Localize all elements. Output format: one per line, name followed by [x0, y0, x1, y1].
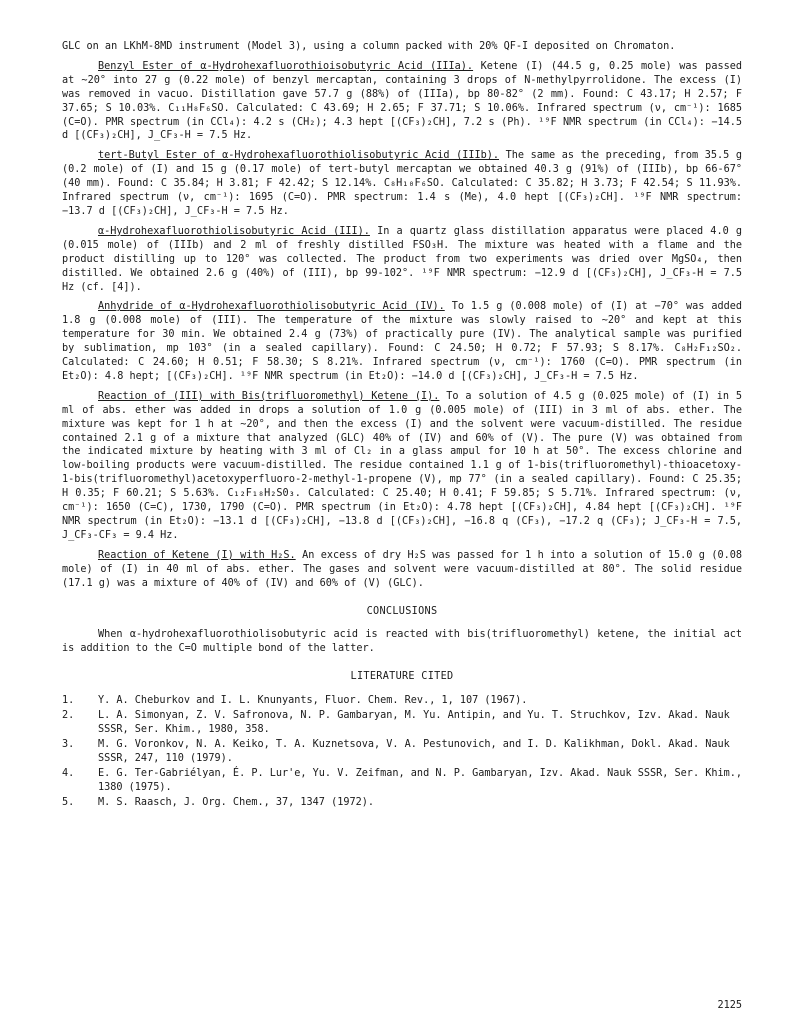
section-reaction-with-ketene	[62, 390, 742, 543]
section-body: The same as the preceding, from 35.5 g (0.2 mole) of (I) and 15 g (0.17 mole) of tert-butyl mercaptan we obtained 40.3 g (91%) of (IIIb), bp 66-67° (40 mm). Found: C 35.84; H 3.81; F 42.42; S 12.14%. C₈H₁₀F₆SO. Calculated: C 35.82; H 3.73; F 42.54; S 11.93%. Infrared spectrum (ν, cm⁻¹): 1695 (C=O). PMR spectrum: 1.4 s (Me), 4.0 hept [(CF₃)₂CH]. ¹⁹F NMR spectrum: −13.7 d [(CF₃)₂CH], J_CF₃-H = 7.5 Hz.	[62, 150, 742, 217]
reference-text: M. S. Raasch, J. Org. Chem., 37, 1347 (1972).	[98, 796, 375, 808]
reference-text: M. G. Voronkov, N. A. Keiko, T. A. Kuznetsova, V. A. Pestunovich, and I. D. Kalikhman, Dokl. Akad. Nauk SSSR, 247, 110 (1979).	[98, 738, 730, 764]
reference-item	[62, 796, 742, 810]
section-body: To 1.5 g (0.008 mole) of (I) at −70° was added 1.8 g (0.008 mole) of (III). The temperature of the mixture was slowly raised to ~20° and kept at this temperature for 30 min. We obtained 2.4 g (73%) of practically pure (IV). The analytical sample was purified by sublimation, mp 103° (in a sealed capillary). Found: C 24.50; H 0.72; F 57.93; S 8.17%. C₈H₂F₁₂SO₂. Calculated: C 24.60; H 0.51; F 58.30; S 8.21%. Infrared spectrum (ν, cm⁻¹): 1760 (C=O). PMR spectrum (in Et₂O): 4.8 hept; [(CF₃)₂CH]. ¹⁹F NMR spectrum (in Et₂O): −14.0 d [(CF₃)₂CH], J_CF₃-H = 7.5 Hz.	[62, 301, 742, 382]
section-anhydride	[62, 300, 742, 383]
section-title: tert-Butyl Ester of α-Hydrohexafluorothiolisobutyric Acid (IIIb).	[98, 150, 500, 162]
paper-page	[62, 40, 742, 810]
reference-text: E. G. Ter-Gabriélyan, É. P. Lur'e, Yu. V. Zeifman, and N. P. Gambaryan, Izv. Akad. Nauk SSSR, Ser. Khim., 1380 (1975).	[98, 767, 743, 793]
page-number: 2125	[717, 1000, 742, 1011]
reference-number: 1.	[62, 695, 75, 707]
section-title: Anhydride of α-Hydrohexafluorothiolisobutyric Acid (IV).	[98, 301, 445, 313]
reference-item	[62, 709, 742, 737]
section-body: Ketene (I) (44.5 g, 0.25 mole) was passed at ~20° into 27 g (0.22 mole) of benzyl mercaptan, containing 3 drops of N-methylpyrrolidone. The excess (I) was removed in vacuo. Distillation gave 57.7 g (88%) of (IIIa), bp 80-82° (2 mm). Found: C 43.17; H 2.57; F 37.65; S 10.03%. C₁₁H₈F₆SO. Calculated: C 43.69; H 2.65; F 37.71; S 10.06%. Infrared spectrum (ν, cm⁻¹): 1685 (C=O). PMR spectrum (in CCl₄): 4.2 s (CH₂); 4.3 hept [(CF₃)₂CH], 7.2 s (Ph). ¹⁹F NMR spectrum (in CCl₄): −14.5 d [(CF₃)₂CH], J_CF₃-H = 7.5 Hz.	[62, 60, 742, 142]
reference-item	[62, 767, 742, 795]
reference-item	[62, 694, 742, 708]
section-body: In a quartz glass distillation apparatus were placed 4.0 g (0.015 mole) of (IIIb) and 2 ml of freshly distilled FSO₃H. The mixture was heated with a flame and the product distilling up to 120° was collected. The product from two experiments was dried over MgSO₄, then distilled. We obtained 2.6 g (40%) of (III), bp 99-102°. ¹⁹F NMR spectrum: −12.9 d [(CF₃)₂CH], J_CF₃-H = 7.5 Hz (cf. [4]).	[62, 225, 742, 293]
reference-list	[62, 694, 742, 809]
section-body: To a solution of 4.5 g (0.025 mole) of (I) in 5 ml of abs. ether was added in drops a solution of 1.0 g (0.005 mole) of (III) in 3 ml of abs. ether. The mixture was kept for 1 h at ~20°, and then the excess (I) and the solvent were vacuum-distilled. The residue contained 2.1 g of a mixture that analyzed (GLC) 40% of (IV) and 60% of (V). The pure (V) was obtained from the indicated mixture by heating with 3 ml of Cl₂ in a glass ampul for 10 h at 50°. The excess chlorine and low-boiling products were vacuum-distilled. The residue contained 1.1 g of 1-bis(trifluoromethyl)-thioacetoxy-1-bis(trifluoromethyl)acetoxyperfluoro-2-methyl-1-propene (V), mp 77° (in a sealed capillary). Found: C 25.35; H 0.35; F 60.21; S 5.63%. C₁₂F₁₈H₂S0₃. Calculated: C 25.40; H 0.41; F 59.85; S 5.71%. Infrared spectrum: (ν, cm⁻¹): 1650 (C=C), 1730, 1790 (C=O). PMR spectrum (in Et₂O): 4.78 hept [(CF₃)₂CH], 4.84 hept [(CF₃)₂CH]. ¹⁹F NMR spectrum (in Et₂O): −13.1 d [(CF₃)₂CH], −13.8 d [(CF₃)₂CH], −16.8 q (CF₃), −17.2 q (CF₃); J_CF₃-H = 7.5, J_CF₃-CF₃ = 9.4 Hz.	[62, 390, 742, 541]
reference-number: 3.	[62, 738, 75, 750]
reference-item	[62, 738, 742, 766]
section-benzyl-ester	[62, 60, 742, 143]
section-tert-butyl-ester	[62, 149, 742, 219]
reference-number: 2.	[62, 710, 75, 722]
literature-heading: LITERATURE CITED	[350, 671, 454, 683]
reference-number: 4.	[62, 767, 75, 779]
section-body: An excess of dry H₂S was passed for 1 h into a solution of 15.0 g (0.08 mole) of (I) in 40 ml of abs. ether. The gases and solvent were vacuum-distilled at 80°. The solid residue (17.1 g) was a mixture of 40% of (IV) and 60% of (V) (GLC).	[62, 549, 742, 589]
section-title: Reaction of Ketene (I) with H₂S.	[98, 549, 296, 561]
reference-number: 5.	[62, 796, 75, 808]
experimental-sections	[62, 60, 742, 591]
section-reaction-with-h2s	[62, 549, 742, 591]
reference-text: Y. A. Cheburkov and I. L. Knunyants, Fluor. Chem. Rev., 1, 107 (1967).	[98, 695, 528, 707]
section-title: α-Hydrohexafluorothiolisobutyric Acid (III).	[98, 225, 370, 237]
conclusions-paragraph: When α-hydrohexafluorothiolisobutyric acid is reacted with bis(trifluoromethyl) ketene, the initial act is addition to the C=O multiple bond of the latter.	[62, 629, 742, 655]
section-title: Benzyl Ester of α-Hydrohexafluorothioisobutyric Acid (IIIa).	[98, 60, 474, 72]
conclusions-heading: CONCLUSIONS	[366, 605, 438, 617]
section-acid	[62, 225, 742, 295]
reference-text: L. A. Simonyan, Z. V. Safronova, N. P. Gambaryan, M. Yu. Antipin, and Yu. T. Struchkov, Izv. Akad. Nauk SSSR, Ser. Khim., 1980, 358.	[98, 710, 730, 735]
section-title: Reaction of (III) with Bis(trifluoromethyl) Ketene (I).	[98, 390, 440, 402]
intro-paragraph: GLC on an LKhM-8MD instrument (Model 3), using a column packed with 20% QF-I deposited on Chromaton.	[62, 41, 676, 52]
